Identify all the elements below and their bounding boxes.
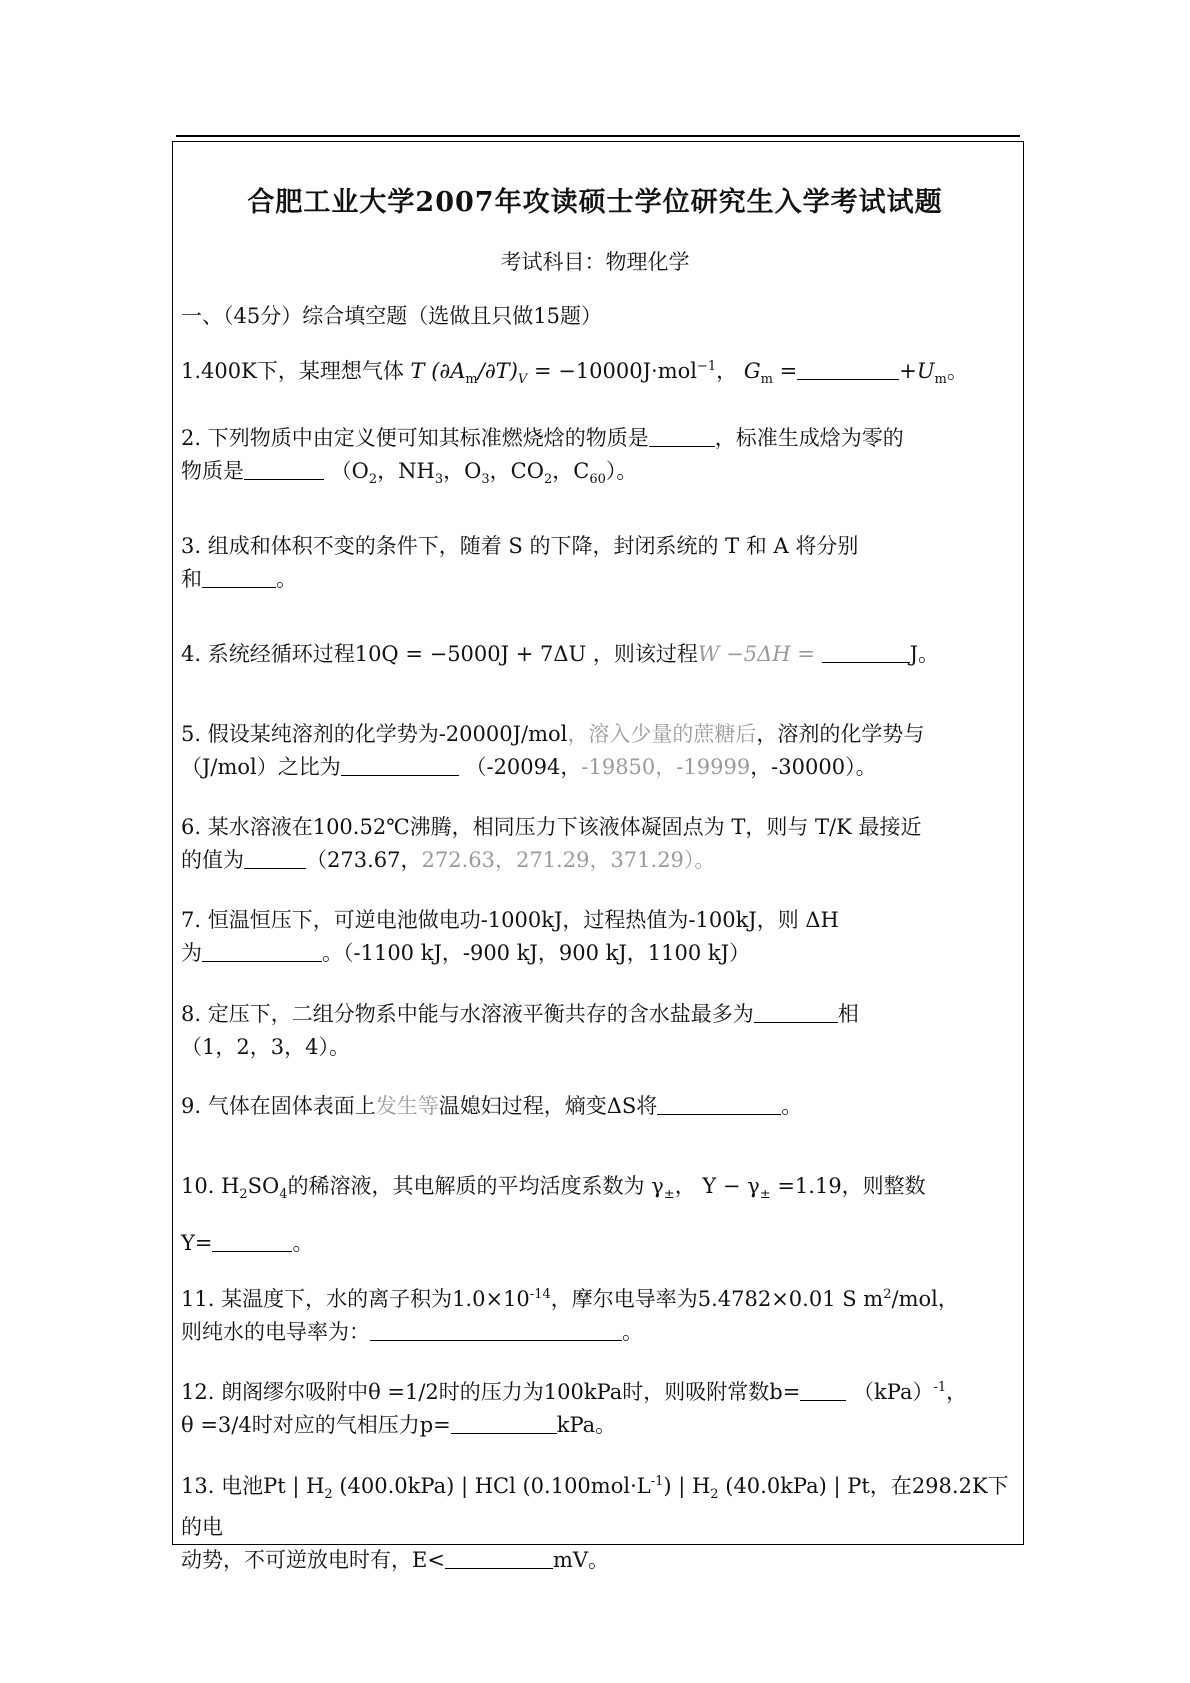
question-3: 3. 组成和体积不变的条件下，随着 S 的下降，封闭系统的 T 和 A 将分别 和 。 bbox=[181, 534, 859, 591]
question-7: 7. 恒温恒压下，可逆电池做电功-1000kJ，过程热值为-100kJ，则 ΔH 为 。（-1100 kJ，-900 kJ，900 kJ，1100 kJ） bbox=[181, 908, 839, 965]
answer-blank-12b[interactable] bbox=[451, 1411, 557, 1434]
question-10: 10. $H_2SO_4$的稀溶液，其电解质的平均活度系数为 $\gamma_\pm$， $Y - \gamma_\pm =1.19$，则整数 Y= 。 bbox=[181, 1174, 926, 1256]
answer-blank-13[interactable] bbox=[445, 1546, 553, 1569]
answer-blank-11[interactable] bbox=[370, 1318, 622, 1341]
top-rule bbox=[176, 135, 1020, 137]
answer-blank-1[interactable] bbox=[797, 357, 899, 380]
question-1: 1.400K下，某理想气体 T $(\partial A_m/\partial T)_V = -10000J\cdot mol^{-1}$， $G_m = +U_m$。 bbox=[181, 359, 968, 388]
answer-blank-4[interactable] bbox=[822, 640, 910, 663]
answer-blank-9[interactable] bbox=[657, 1092, 781, 1115]
answer-blank-3[interactable] bbox=[202, 565, 276, 588]
exam-subject: 考试科目：物理化学 bbox=[500, 250, 690, 274]
answer-blank-5[interactable] bbox=[341, 753, 459, 776]
question-6: 6. 某水溶液在100.52℃沸腾，相同压力下该液体凝固点为 T，则与 T/K 最接近 的值为 （273.67，272.63，271.29，371.29）。 bbox=[181, 815, 922, 872]
answer-blank-2a[interactable] bbox=[649, 424, 715, 447]
question-13: 13. 电池Pt | $H_2$ (400.0kPa) | HCl $(0.100mol\cdot L^{-1})$ | $H_2$ (40.0kPa) | Pt，在298.2K下的电 动势，不可逆放电时有，E< mV。 bbox=[181, 1474, 1009, 1573]
section-heading: 一、（45分）综合填空题（选做且只做15题） bbox=[181, 304, 602, 328]
question-4: 4. 系统经循环过程10Q = −5000J + 7ΔU ，则该过程W −5ΔH = J。 bbox=[181, 642, 939, 666]
answer-blank-7[interactable] bbox=[202, 939, 322, 962]
answer-blank-8[interactable] bbox=[754, 1000, 838, 1023]
answer-blank-10[interactable] bbox=[212, 1229, 292, 1252]
answer-blank-2b[interactable] bbox=[244, 457, 324, 480]
answer-blank-12a[interactable] bbox=[800, 1378, 846, 1401]
answer-blank-6[interactable] bbox=[244, 846, 306, 869]
question-8: 8. 定压下，二组分物系中能与水溶液平衡共存的含水盐最多为 相 （1，2，3，4）。 bbox=[181, 1002, 859, 1059]
question-9: 9. 气体在固体表面上发生等温媳妇过程，熵变ΔS将 。 bbox=[181, 1094, 803, 1118]
question-11: 11. 某温度下，水的离子积为$1.0\times 10^{-14}$，摩尔电导率为5.4782×0.01 S $m^2$/mol， 则纯水的电导率为： 。 bbox=[181, 1287, 959, 1344]
question-12: 12. 朗阁缪尔吸附中θ =1/2时的压力为100kPa时，则吸附常数b= （kPa）$^{-1}$， θ =3/4时对应的气相压力p= kPa。 bbox=[181, 1380, 968, 1437]
question-2: 2. 下列物质中由定义便可知其标准燃烧焓的物质是 ，标准生成焓为零的 物质是 （$O_2$，$NH_3$，$O_3$，$CO_2$，$C_{60}$）。 bbox=[181, 426, 904, 488]
question-5: 5. 假设某纯溶剂的化学势为-20000J/mol，溶入少量的蔗糖后，溶剂的化学势与 （J/mol）之比为 （-20094，-19850，-19999，-30000）。 bbox=[181, 722, 925, 779]
exam-title: 合肥工业大学2007年攻读硕士学位研究生入学考试试题 bbox=[247, 187, 943, 218]
